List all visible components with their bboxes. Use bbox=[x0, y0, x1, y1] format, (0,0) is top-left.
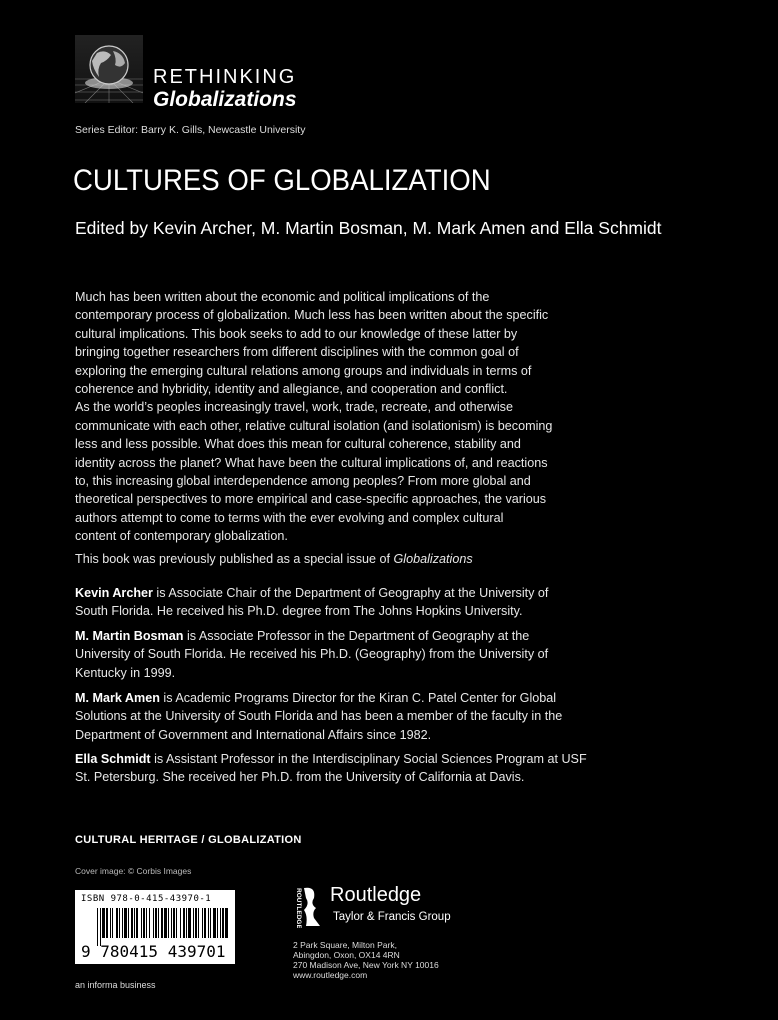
ean-digits: 9 780415 439701 bbox=[81, 942, 226, 961]
description-line: content of contemporary globalization. bbox=[75, 529, 288, 544]
barcode-bar bbox=[186, 908, 187, 938]
barcode-bar bbox=[198, 908, 199, 938]
barcode-bar bbox=[210, 908, 211, 938]
isbn-text: ISBN 978-0-415-43970-1 bbox=[81, 894, 212, 904]
bio-name: M. Martin Bosman bbox=[75, 629, 184, 643]
barcode-bar bbox=[153, 908, 154, 938]
barcode-bar bbox=[116, 908, 118, 938]
subject-category: CULTURAL HERITAGE / GLOBALIZATION bbox=[75, 834, 302, 846]
series-editor: Series Editor: Barry K. Gills, Newcastle University bbox=[75, 124, 306, 136]
barcode-bar bbox=[188, 908, 191, 938]
publisher-group: Taylor & Francis Group bbox=[333, 911, 451, 923]
bio-text: Department of Government and International Affairs since 1982. bbox=[75, 727, 432, 742]
barcode-bar bbox=[173, 908, 175, 938]
description-line: coherence and hybridity, identity and allegiance, and cooperation and conflict. bbox=[75, 382, 508, 397]
barcode-bar bbox=[143, 908, 145, 938]
barcode-bar bbox=[164, 908, 167, 938]
barcode-bars bbox=[97, 908, 229, 946]
barcode-bar bbox=[128, 908, 129, 938]
description-line: contemporary process of globalization. Much less has been written about the specific bbox=[75, 308, 549, 323]
description-line: As the world’s peoples increasingly travel, work, trade, recreate, and otherwise bbox=[75, 400, 513, 415]
book-description bbox=[75, 288, 552, 546]
barcode-bar bbox=[124, 908, 127, 938]
barcode-bar bbox=[119, 908, 120, 938]
series-name-line2: Globalizations bbox=[153, 88, 297, 111]
barcode-bar bbox=[102, 908, 105, 938]
special-issue-note bbox=[75, 550, 473, 568]
description-line: to, this increasing global interdependence among peoples? From more global and bbox=[75, 474, 531, 489]
barcode-bar bbox=[225, 908, 228, 938]
barcode-bar bbox=[97, 908, 98, 946]
barcode-bar bbox=[106, 908, 108, 938]
address-line: 2 Park Square, Milton Park, bbox=[293, 940, 397, 950]
address-line: 270 Madison Ave, New York NY 10016 bbox=[293, 960, 439, 970]
address-line: Abingdon, Oxon, OX14 4RN bbox=[293, 950, 400, 960]
bio-line bbox=[75, 750, 587, 768]
description-line: Much has been written about the economic and political implications of the bbox=[75, 290, 490, 304]
special-issue-text: This book was previously published as a special issue of bbox=[75, 552, 394, 566]
barcode-bar bbox=[136, 908, 138, 938]
description-line: less and less possible. What does this mean for cultural coherence, stability and bbox=[75, 437, 521, 452]
series-name-line1: RETHINKING bbox=[153, 66, 297, 88]
description-line: identity across the planet? What have been the cultural implications of, and reactions bbox=[75, 455, 548, 470]
bio-line bbox=[75, 664, 548, 682]
barcode-bar bbox=[220, 908, 221, 938]
bio-text: South Florida. He received his Ph.D. degree from The Johns Hopkins University. bbox=[75, 604, 523, 619]
barcode-bar bbox=[204, 908, 206, 938]
bio-line bbox=[75, 584, 548, 602]
bio-text: is Associate Chair of the Department of Geography at the University of bbox=[152, 586, 549, 600]
description-line: authors attempt to come to terms with the ever evolving and complex cultural bbox=[75, 510, 504, 525]
journal-name: Globalizations bbox=[393, 552, 473, 566]
barcode-bar bbox=[122, 908, 123, 938]
editor-bio bbox=[75, 689, 562, 744]
bio-line bbox=[75, 627, 548, 645]
bio-line bbox=[75, 768, 587, 786]
bio-line bbox=[75, 689, 562, 707]
barcode-bar bbox=[213, 908, 216, 938]
description-line: bringing together researchers from different disciplines with the common goal of bbox=[75, 345, 519, 360]
barcode-bar bbox=[168, 908, 169, 938]
informa-tagline: an informa business bbox=[75, 980, 156, 990]
publisher-website: www.routledge.com bbox=[293, 970, 368, 980]
bio-text: is Assistant Professor in the Interdisciplinary Social Sciences Program at USF bbox=[150, 752, 587, 766]
barcode-bar bbox=[134, 908, 135, 938]
description-line: communicate with each other, relative cultural isolation (and isolationism) is becoming bbox=[75, 418, 553, 433]
barcode-bar bbox=[180, 908, 181, 938]
description-line: cultural implications. This book seeks to add to our knowledge of these latter by bbox=[75, 326, 518, 341]
bio-name: M. Mark Amen bbox=[75, 691, 160, 705]
bio-name: Ella Schmidt bbox=[75, 752, 151, 766]
routledge-logo-icon bbox=[290, 886, 322, 928]
barcode-bar bbox=[208, 908, 209, 938]
barcode-bar bbox=[193, 908, 194, 938]
description-line: exploring the emerging cultural relations among groups and individuals in terms of bbox=[75, 363, 532, 378]
bio-text: Kentucky in 1999. bbox=[75, 665, 176, 680]
barcode-bar bbox=[155, 908, 157, 938]
bio-line bbox=[75, 645, 548, 663]
barcode-bar bbox=[149, 908, 150, 938]
svg-text:ROUTLEDGE: ROUTLEDGE bbox=[295, 888, 302, 928]
barcode-bar bbox=[112, 908, 113, 938]
barcode-bar bbox=[110, 908, 111, 938]
bio-name: Kevin Archer bbox=[75, 586, 153, 600]
isbn-barcode bbox=[75, 890, 235, 964]
editor-bio bbox=[75, 584, 548, 621]
barcode-bar bbox=[161, 908, 163, 938]
description-line: theoretical perspectives to more empirical and case-specific approaches, the various bbox=[75, 492, 547, 507]
barcode-bar bbox=[217, 908, 218, 938]
bio-text: Solutions at the University of South Florida and has been a member of the faculty in the bbox=[75, 709, 563, 724]
barcode-bar bbox=[146, 908, 147, 938]
barcode-bar bbox=[131, 908, 133, 938]
bio-line bbox=[75, 726, 562, 744]
book-title: CULTURES OF GLOBALIZATION bbox=[73, 164, 491, 197]
barcode-bar bbox=[195, 908, 197, 938]
bio-text: is Academic Programs Director for the Kiran C. Patel Center for Global bbox=[159, 691, 557, 705]
editor-bio bbox=[75, 627, 548, 682]
bio-text: St. Petersburg. She received her Ph.D. from the University of California at Davis. bbox=[75, 770, 525, 785]
bio-line bbox=[75, 707, 562, 725]
bio-line bbox=[75, 602, 548, 620]
publisher-name: Routledge bbox=[330, 884, 422, 906]
barcode-bar bbox=[176, 908, 177, 938]
editor-bio bbox=[75, 750, 587, 787]
editors-byline: Edited by Kevin Archer, M. Martin Bosman, M. Mark Amen and Ella Schmidt bbox=[75, 218, 662, 238]
cover-credit: Cover image: © Corbis Images bbox=[75, 866, 192, 876]
barcode-bar bbox=[141, 908, 142, 938]
barcode-bar bbox=[158, 908, 159, 938]
bio-text: University of South Florida. He received his Ph.D. (Geography) from the University of bbox=[75, 647, 549, 662]
bio-text: is Associate Professor in the Department of Geography at the bbox=[183, 629, 530, 643]
barcode-bar bbox=[171, 908, 172, 938]
barcode-bar bbox=[183, 908, 185, 938]
barcode-bar bbox=[202, 908, 203, 938]
barcode-bar bbox=[100, 908, 101, 946]
barcode-bar bbox=[222, 908, 224, 938]
globe-logo-icon bbox=[75, 35, 143, 103]
